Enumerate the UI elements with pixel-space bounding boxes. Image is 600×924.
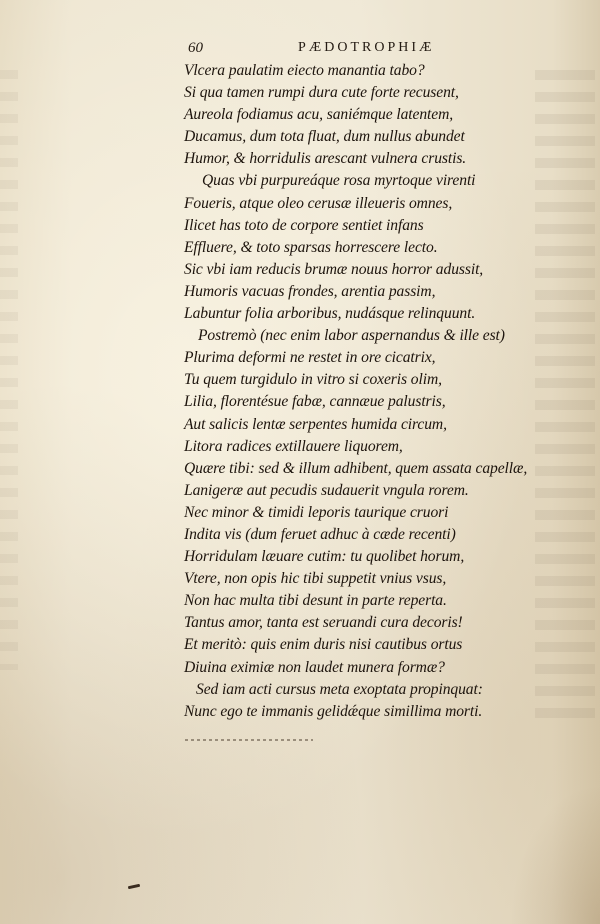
verse-line: Postremò (nec enim labor aspernandus & ille est): [198, 327, 505, 345]
underline-rule: [185, 739, 313, 741]
verse-line: Si qua tamen rumpi dura cute forte recusent,: [184, 84, 459, 102]
verse-line: Quære tibi: sed & illum adhibent, quem assata capellæ,: [184, 459, 528, 477]
verse-line: Diuina eximiæ non laudet munera formæ?: [184, 658, 445, 676]
show-through-right: [535, 70, 595, 720]
verse-line: Aut salicis lentæ serpentes humida circum,: [184, 415, 447, 433]
verse-line: Humor, & horridulis arescant vulnera crustis.: [184, 150, 467, 168]
verse-line: Foueris, atque oleo cerusæ illeueris omnes,: [184, 194, 453, 212]
verse-line: Horridulam læuare cutim: tu quolibet horum,: [184, 548, 465, 566]
verse-line: Litora radices extillauere liquorem,: [184, 437, 403, 455]
show-through-left: [0, 70, 18, 670]
verse-line: Aureola fodiamus acu, saniémque latentem,: [184, 106, 454, 124]
verse-line: Et meritò: quis enim duris nisi cautibus ortus: [184, 636, 463, 654]
running-title: PÆDOTROPHIÆ: [298, 40, 435, 55]
verse-line: Quas vbi purpureáque rosa myrtoque virenti: [202, 172, 476, 190]
paper-stain: [510, 784, 600, 924]
verse-line: Sed iam acti cursus meta exoptata propinquat:: [196, 680, 483, 698]
verse-line: Plurima deformi ne restet in ore cicatrix,: [184, 349, 436, 367]
verse-line: Sic vbi iam reducis brumæ nouus horror adussit,: [184, 260, 484, 278]
verse-line: Tantus amor, tanta est seruandi cura decoris!: [184, 614, 463, 632]
verse-line: Ducamus, dum tota fluat, dum nullus abundet: [184, 128, 465, 146]
verse-line: Lanigeræ aut pecudis sudauerit vngula rorem.: [184, 481, 469, 499]
verse-line: Vlcera paulatim eiecto manantia tabo?: [184, 62, 425, 79]
verse-line: Labuntur folia arboribus, nudásque relinquunt.: [184, 305, 476, 323]
verse-line: Ilicet has toto de corpore sentiet infans: [184, 216, 424, 234]
verse-line: Vtere, non opis hic tibi suppetit vnius vsus,: [184, 570, 447, 588]
verse-line: Nunc ego te immanis gelidǽque simillima morti.: [184, 702, 483, 720]
verse-line: Nec minor & timidi leporis taurique cruori: [184, 503, 449, 521]
verse-line: Lilia, florentésue fabæ, cannæue palustris,: [184, 393, 446, 411]
verse-line: Tu quem turgidulo in vitro si coxeris olim,: [184, 371, 442, 389]
ink-mark: [128, 884, 140, 889]
verse-block: [184, 60, 544, 723]
page-number: 60: [188, 40, 203, 56]
running-head: [188, 38, 498, 60]
verse-line: Effluere, & toto sparsas horrescere lecto.: [184, 238, 438, 256]
verse-line: Non hac multa tibi desunt in parte reperta.: [184, 592, 447, 610]
verse-line: Indita vis (dum feruet adhuc à cæde recenti): [184, 525, 456, 543]
verse-line: Humoris vacuas frondes, arentia passim,: [184, 282, 436, 300]
